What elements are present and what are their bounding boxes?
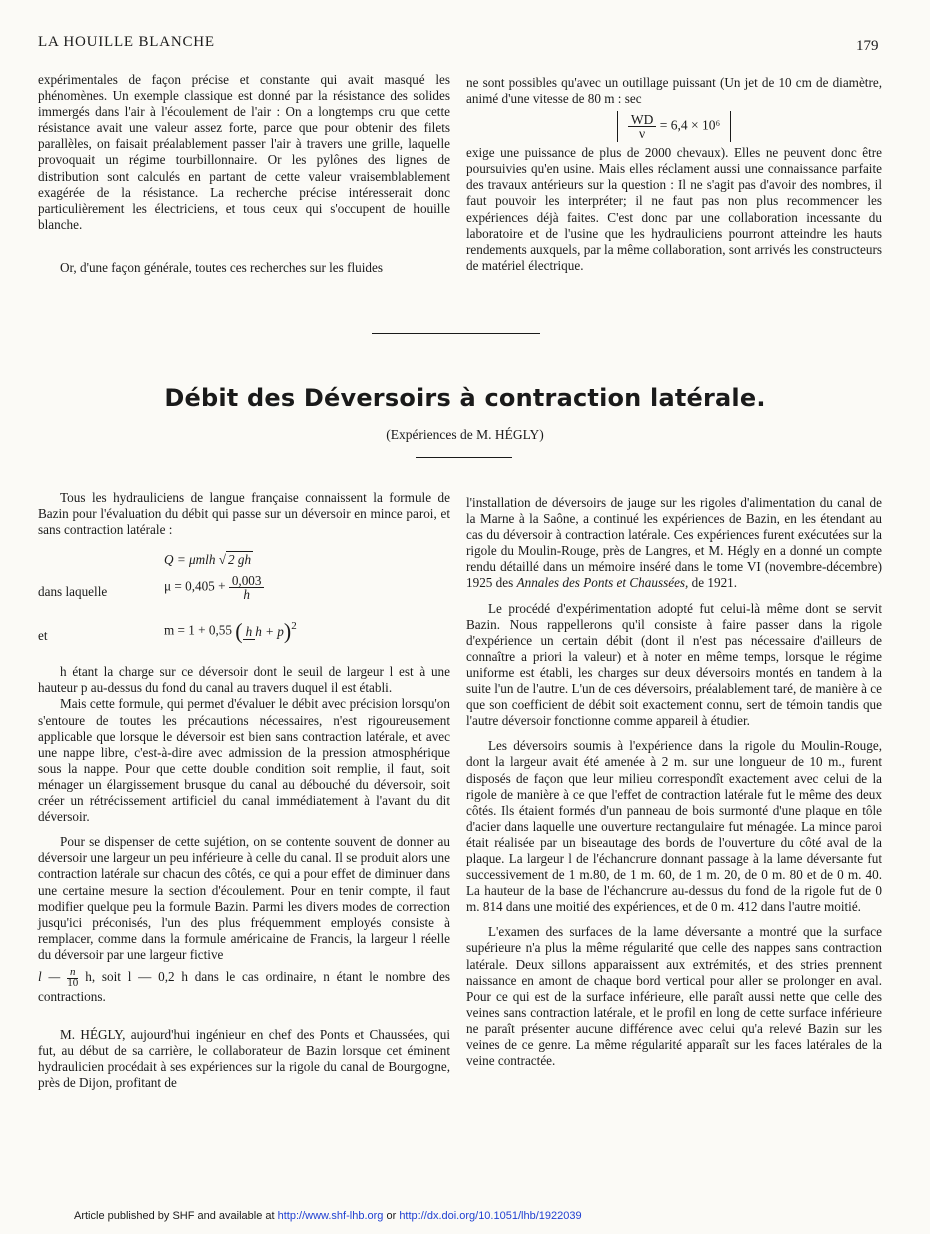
paragraph: Tous les hydrauliciens de langue française connaissent la formule de Bazin pour l'évaluation du débit qui passe sur un déversoir en mince paroi, et sans contraction latérale :: [38, 490, 450, 538]
paragraph: Or, d'une façon générale, toutes ces recherches sur les fluides: [60, 259, 383, 275]
equation-m: et m = 1 + 0,55 ( h h + p)$^2$: [38, 618, 297, 644]
paragraph: [466, 495, 882, 592]
equation-lhs: Q = μmlh: [164, 552, 216, 568]
equation-label: dans laquelle: [38, 584, 108, 600]
fictive-width-lhs: l —: [38, 969, 61, 984]
equation-bazin: [38, 548, 450, 574]
fraction-numerator: n: [67, 966, 79, 979]
paragraph: Mais cette formule, qui permet d'évaluer le débit avec précision lorsqu'on s'entoure de toutes les précautions nécessaires, n'est rigoureusement applicable que lorsque le déversoir est bien sans contraction latérale, et avec une nappe libre, c'est-à-dire avec admission de la pression atmosphérique sous la nappe. Pour que cette double condition soit remplie, il faut, soit ménager un élargissement brusque du canal au débouché du déversoir, soit créer un rétrécissement artificiel du canal immédiatement à l'avant du dit déversoir.: [38, 696, 450, 825]
paragraph: M. HÉGLY, aujourd'hui ingénieur en chef des Ponts et Chaussées, qui fut, au début de sa carrière, le collaborateur de Bazin lorsque cet éminent hydraulicien procédait à ses expériences sur la rigole du canal de Bourgogne, près de Dijon, profitant de: [38, 1027, 450, 1091]
formula-rhs: = 6,4 × 10⁶: [659, 117, 721, 133]
page-number: 179: [856, 38, 879, 54]
paragraph: Pour se dispenser de cette sujétion, on se contente souvent de donner au déversoir une largeur un peu inférieure à celle du canal. Il se produit alors une contraction latérale sur chacun des côtés, ce qui a pour effet de diminuer dans une certaine mesure la section d'écoulement. Pour en tenir compte, il faut modifier quelque peu la formule Bazin. Parmi les divers modes de correction jusqu'ici préconisés, l'un des plus fréquemment employés consiste à remplacer, comme dans la formule américaine de Francis, la largeur l réelle du déversoir par une largeur fictive: [38, 834, 450, 962]
equation-lhs: m = 1 + 0,55: [164, 622, 232, 638]
doi-link[interactable]: http://dx.doi.org/10.1051/lhb/1922039: [399, 1210, 582, 1222]
footer-text: or: [386, 1210, 397, 1222]
paragraph: exige une puissance de plus de 2000 chevaux). Elles ne peuvent donc être poursuivies qu'en usine. Mais elles réclament aussi une connaissance parfaite des travaux antérieurs sur la question : Il ne s'agit pas d'avoir des nombres, il faut pouvoir les interpréter; il ne faut pas non plus recommencer les expériences déjà faites. C'est donc par une collaboration incessante du laboratoire et de l'usine que les hydrauliciens pourront atteindre les hauts rendements auxquels, par la même collaboration, sont arrivés les constructeurs de matériel électrique.: [466, 145, 882, 273]
article-title: Débit des Déversoirs à contraction latérale.: [164, 384, 766, 412]
formula-denominator: ν: [639, 126, 646, 142]
fraction-numerator: 0,003: [229, 574, 265, 588]
footer-text: Article published by SHF and available at: [74, 1210, 275, 1222]
title-divider: [416, 457, 512, 458]
power-formula: [466, 111, 882, 142]
exponent: 2: [291, 620, 297, 633]
fraction-denominator: 10: [67, 976, 79, 989]
shf-link[interactable]: http://www.shf-lhb.org: [277, 1210, 384, 1222]
paragraph: L'examen des surfaces de la lame déversante a montré que la surface supérieure n'a plus la même régularité que celle des nappes sans contraction latérale. Deux sillons apparaissent aux extrémités, et des stries prennent naissance en amont de chaque bord vertical pour aller se prolonger en aval. Pour ce qui est de la surface inférieure, elle paraît aussi nette que celle des veines sans contraction latérale, et le profil en long de cette surface inférieure ne paraît présenter aucune différence avec celui qu'a relevé Bazin sur les veines de ce genre. La même régularité apparaît sur les faces latérales de la veine contractée.: [466, 924, 882, 1069]
equation-mu: [38, 574, 450, 608]
journal-reference: Annales des Ponts et Chaussées,: [516, 575, 689, 591]
top-right-column: [466, 75, 882, 274]
paragraph: ne sont possibles qu'avec un outillage puissant (Un jet de 10 cm de diamètre, animé d'une vitesse de 80 m : sec: [466, 75, 882, 107]
paragraph-end: de 1921.: [691, 575, 738, 591]
formula-numerator: WD: [628, 113, 657, 127]
paragraph-text: l'installation de déversoirs de jauge sur les rigoles d'alimentation du canal de la Marne à la Saône, a continué les expériences de Bazin, en les étendant au cas du déversoir à contraction latérale. Ces expériences furent exécutées sur la rigole du Moulin-Rouge, près de Langres, et M. Hégly en a donné un compte rendu détaillé dans un mémoire inséré dans le tome VI (novembre-décembre) 1925 des: [466, 495, 882, 591]
equation-lhs: μ = 0,405 +: [164, 578, 226, 594]
fictive-width-rest: h, soit l — 0,2 h dans le cas ordinaire, n étant le nombre des contractions.: [38, 969, 451, 1004]
section-divider: [372, 333, 540, 334]
paragraph: Le procédé d'expérimentation adopté fut celui-là même dont se servit Bazin. Nous rappellerons qu'il consiste à faire passer dans la rigole d'expérience un certain débit (dont il n'est pas nécessaire d'ailleurs de connaître a priori la valeur) et à noter en même temps, lorsque le régime uniforme est établi, les charges sur deux déversoirs montés en tandem à la suite l'un de l'autre. L'un de ces déversoirs, préalablement taré, de manière à ce que son coefficient de débit soit exactement connu, sert de témoin tandis que l'autre déversoir fonctionne comme appareil à étudier.: [466, 600, 882, 729]
article-subtitle: (Expériences de M. HÉGLY): [386, 427, 544, 442]
sqrt-icon: √: [218, 552, 226, 568]
paragraph: [38, 967, 450, 1005]
fraction-numerator: h: [243, 624, 256, 640]
footer: [74, 1210, 582, 1222]
fraction-denominator: h: [243, 587, 250, 603]
equation-label: et: [38, 628, 48, 644]
journal-title: LA HOUILLE BLANCHE: [38, 34, 215, 50]
paragraph: h étant la charge sur ce déversoir dont le seuil de largeur l est à une hauteur p au-dessus du fond du canal au travers duquel il est établi.: [38, 664, 450, 696]
bottom-right-column: [466, 495, 882, 1069]
top-left-column: [38, 72, 450, 276]
paragraph: expérimentales de façon précise et constante qui avait masqué les phénomènes. Un exemple classique est donné par la résistance des solides immergés dans l'air à l'écoulement de l'air : On a longtemps cru que cette résistance avait une valeur assez forte, parce que pour obtenir des filets parallèles, on faisait préalablement passer l'air à travers une grille, laquelle provoquait un régime tourbillonnaire. Or les pylônes des lignes de distribution sont calculés en partant de cette valeur vraisemblablement exagérée de la résistance. La recherche précise intéresserait donc particulièrement les électriciens, et tous ceux qui s'occupent de houille blanche.: [38, 72, 450, 232]
bottom-left-column: [38, 490, 450, 1091]
fraction-denominator: h + p: [255, 624, 284, 640]
paragraph: Les déversoirs soumis à l'expérience dans la rigole du Moulin-Rouge, dont la largeur avait été amenée à 2 m. sur une longueur de 10 m., furent disposés de façon que leur milieu correspondît exactement avec celui de la rigole de manière à ce que l'effet de contraction latérale fut le même des deux côtés. Ils étaient formés d'un panneau de bois surmonté d'une plaque en tôle d'acier dans laquelle une ouverture rectangulaire fut ménagée. La mince paroi était réalisée par un biseautage des bords de l'ouverture du côté aval de la plaque. La largeur l de l'échancrure donnant passage à la lame déversante fut successivement de 1 m.80, de 1 m. 60, de 1 m. 20, de 0 m. 80 et de 0 m. 40. La hauteur de la base de l'échancrure au-dessus du fond de la rigole fut de 0 m. 814 dans une moitié des expériences, et de 0 m. 412 dans l'autre moitié.: [466, 738, 882, 915]
equation-root: 2 gh: [227, 552, 252, 568]
